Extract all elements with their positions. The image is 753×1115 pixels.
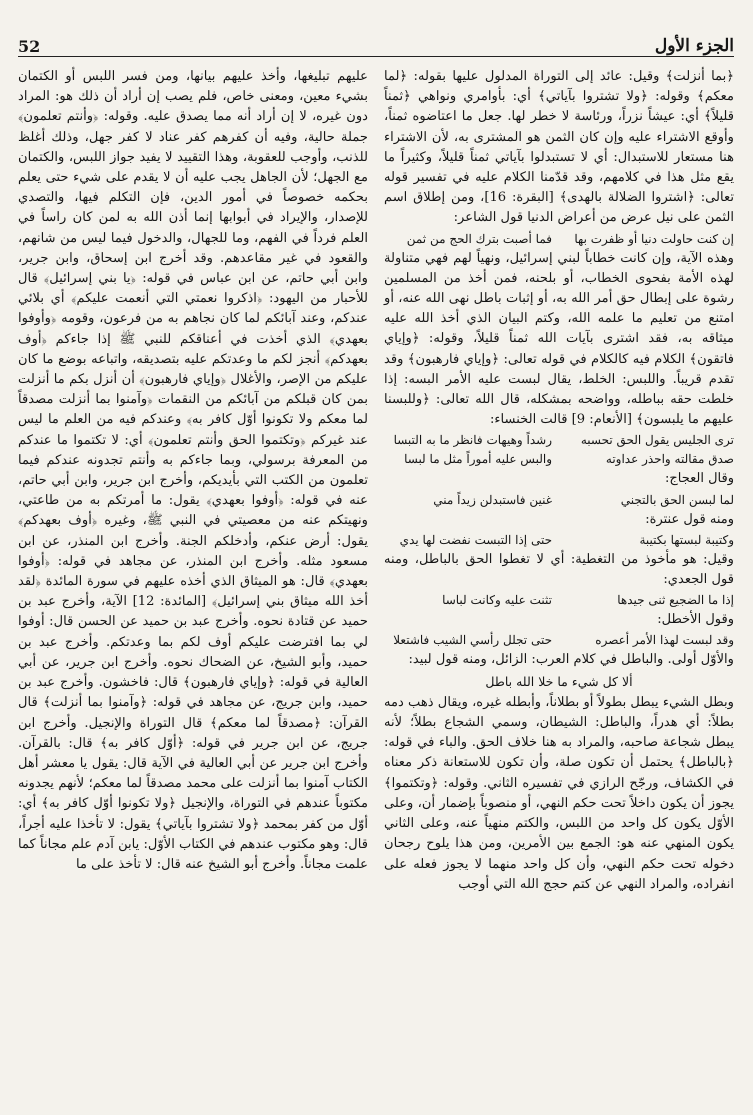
hemistich-second: غنين فاستبدلن زيداً مني — [433, 492, 552, 507]
poem-verse — [384, 450, 734, 469]
text-columns — [18, 67, 734, 896]
hemistich-first: إن كنت حاولت دنيا أو ظفرت بها — [574, 231, 734, 246]
hemistich-first: صدق مقالته واحذر عداوته — [605, 452, 734, 467]
poem-verse — [384, 431, 734, 450]
poet-intro: ومنه قول عنترة: — [645, 511, 734, 527]
paragraph: والأوّل أولى. والباطل في كلام العرب: الزائل، ومنه قول لبيد: — [408, 652, 734, 668]
hemistich-second: تثنت عليه وكانت لباسا — [442, 593, 552, 608]
right-column — [384, 67, 734, 896]
poem-verse — [384, 631, 734, 650]
paragraph: ﴿بما أنزلت﴾ وقيل: عائد إلى التوراة المدلول عليها بقوله: ﴿لما معكم﴾ وقوله: ﴿ولا تشتروا بآياتي﴾ أي: بأوامري ونواهي ﴿ثمناً قليلاً﴾ أي: عيشاً نزراً، ورئاسة لا خطر لها. جعل ما اعتاضوه ثمناً، وأوقع الاشتراء عليه وإن كان الثمن هو المشترى به، لأن الاشتراء هنا مستعار للاستبدال: أي لا تستبدلوا بآياتي ثمناً قليلاً، وكثيراً ما يقع مثل هذا في كلامهم، وقد قدّمنا الكلام عليه في تفسير قوله تعالى: ﴿اشتروا الضلالة بالهدى﴾ [البقرة: 16]، ومن إطلاق اسم الثمن على نيل عرض من أعراض الدنيا قول الشاعر: — [384, 69, 734, 226]
hemistich-first: لما لبسن الحق بالتجني — [620, 492, 734, 507]
hemistich-second: والبس عليه أموراً مثل ما لبسا — [404, 452, 552, 467]
paragraph: وقيل: هو مأخوذ من التغطية: أي لا تغطوا الحق بالباطل، ومنه قول الجعدي: — [384, 551, 734, 588]
poem-verse — [384, 531, 734, 550]
paragraph: عليهم تبليغها، وأخذ عليهم بيانها، ومن فسر اللبس أو الكتمان بشيء معين، ومعنى خاص، فلم يصب إن أراد أن ذلك هو: المراد دون غيره، لا إن أراد أنه مما يصدق عليه. وقوله: ﴿وأنتم تعلمون﴾ جملة حالية، وفيه أن كفرهم كفر عناد لا كفر جهل، وذلك أغلظ للذنب، وأوجب للعقوبة، وهذا التقييد لا يفيد جواز اللبس، والكتمان مع الجهل؛ لأن الجاهل يجب عليه أن لا يقدم على شيء حتى يعلم بحكمه خصوصاً في أمور الدين، فإن التكلم فيها، والتصدي للإصدار، والإيراد في أبوابها إنما أذن الله به لمن كان راساً في العلم فرداً في الفهم، وما للجهال، والدخول فيما ليس من شانهم، والقعود في غير مقاعدهم. وقد أخرج ابن إسحاق، وابن جرير، وابن أبي حاتم، عن ابن عباس في قوله: ﴿يا بني إسرائيل﴾ قال للأحبار من اليهود: ﴿اذكروا نعمتي التي أنعمت عليكم﴾ أي بلائي عندكم، وعند آبائكم لما كان نجاهم به من فرعون، وقومه ﴿وأوفوا بعهدي﴾ الذي أخذت في أعناقكم للنبي ﷺ إذا جاءكم ﴿أوف بعهدكم﴾ أنجز لكم ما وعدتكم عليه بتصديقه، واتباعه بوضع ما كان عليكم من الإصر، والأغلال ﴿وإياي فارهبون﴾ أن أنزل بكم ما أنزلت بمن كان قبلكم من آبائكم من النقمات ﴿وآمنوا بما أنزلت مصدقاً لما معكم ولا تكونوا أوّل كافر به﴾ وعندكم فيه من العلم ما ليس عند غيركم ﴿وتكتموا الحق وأنتم تعلمون﴾ أي: لا تكتموا ما عندكم من المعرفة برسولي، وبما جاءكم به وأنتم تجدونه عندكم فيما تعلمون من الكتب التي بأيديكم، وأخرج ابن جرير، وابن أبي حاتم، عنه في قوله: ﴿أوفوا بعهدي﴾ يقول: ما أمرتكم به من طاعتي، ونهيتكم عنه من معصيتي في النبي ﷺ، وغيره ﴿أوف بعهدكم﴾ يقول: أرض عنكم، وأدخلكم الجنة. وأخرج ابن المنذر، عن ابن مسعود مثله. وأخرج ابن المنذر، عن مجاهد في قوله: ﴿أوفوا بعهدي﴾ قال: هو الميثاق الذي أخذه عليهم في سورة المائدة ﴿لقد أخذ الله ميثاق بني إسرائيل﴾ [المائدة: 12] الآية، وأخرج عبد بن حميد عن قتادة نحوه. وأخرج عبد بن حميد عن الحسن قال: أوفوا لي بما افترضت عليكم أوف لكم بما وعدتكم. وأخرج عبد بن حميد، وأبو الشيخ، عن الضحاك نحوه. وأخرج ابن جرير، عن أبي العالية في قوله: ﴿وإياي فارهبون﴾ قال: فاخشون. وأخرج عبد بن حميد، وابن جريج، عن مجاهد في قوله: ﴿وآمنوا بما أنزلت﴾ قال القرآن: ﴿مصدقاً لما معكم﴾ قال التوراة والإنجيل. وأخرج ابن جريج، عن ابن جرير في قوله: ﴿أوّل كافر به﴾ قال: بالقرآن. وأخرج ابن جرير عن أبي العالية في الآية قال: يقول يا معشر أهل الكتاب آمنوا بما أنزلت على محمد مصدقاً لما معكم؛ لأنهم يجدونه مكتوباً عندهم في التوراة، والإنجيل ﴿ولا تكونوا أوّل كافر به﴾ أي: أوّل من كفر بمحمد ﴿ولا تشتروا بآياتي﴾ يقول: لا تأخذا عليه أجراً، قال: وهو مكتوب عندهم في الكتاب الأوّل: يابن آدم علم مجاناً كما علمت مجاناً. وأخرج أبو الشيخ عنه قال: لا تأخذ على ما — [18, 69, 368, 872]
poem-verse — [384, 491, 734, 510]
poet-intro: وقول الأخطل: — [657, 612, 734, 628]
hemistich-second: حتى تجلل رأسي الشيب فاشتعلا — [393, 633, 552, 648]
book-page — [18, 30, 734, 1100]
left-column — [18, 67, 368, 896]
paragraph: وهذه الآية، وإن كانت خطاباً لبني إسرائيل، ونهياً لهم فهي متناولة لهذه الأمة بفحوى الخطاب، أو بلحنه، فمن أخذ من المسلمين رشوة على إبطال حق أمر الله به، أو إثبات باطل نهى الله عنه، أو امتنع من تعليم ما علمه الله، وكتم البيان الذي أخذ الله عليه ميثاقه به، فقد اشترى بآيات الله ثمناً قليلاً، وقوله: ﴿وإياي فاتقون﴾ الكلام فيه كالكلام في قوله تعالى: ﴿وإياي فارهبون﴾ وقد تقدم قريباً. واللبس: الخلط، يقال لبست عليه الأمر البسه: إذا خلطت حقه بباطله، وواضحه بمشكله، قال الله تعالى: ﴿وللبسنا عليهم ما يلبسون﴾ [الأنعام: 9] قالت الخنساء: — [384, 250, 734, 428]
poem-verse-single: ألا كل شيء ما خلا الله باطل — [485, 673, 633, 689]
hemistich-second: رشداً وهيهات فانظر ما به التبسا — [393, 433, 552, 448]
part-title: الجزء الأول — [654, 36, 734, 56]
page-number: 52 — [18, 37, 41, 56]
hemistich-first: وكتيبة لبستها بكتيبة — [639, 532, 734, 547]
poem-verse — [384, 591, 734, 610]
paragraph: وبطل الشيء يبطل بطولاً أو بطلاناً، وأبطله غيره، ويقال ذهب دمه بطلاً: أي هدراً، والباطل: الشيطان، وسمي الشجاع بطلاً؛ لأنه يبطل شجاعة صاحبه، والمراد به هنا خلاف الحق. والباء في قوله: ﴿بالباطل﴾ يحتمل أن تكون صلة، وأن تكون للاستعانة ذكر معناه في الكشاف، ورجّح الرازي في تفسيره الثاني. وقوله: ﴿وتكتموا﴾ يجوز أن يكون داخلاً تحت حكم النهي، أو منصوباً بإضمار أن، وعلى الأوّل يكون كل واحد من اللبس، والكتم منهياً عنه، وعلى الثاني يكون المنهي عنه هو: الجمع بين الأمرين، ومن هذا يلوح رجحان دخوله تحت حكم النهي، وأن كل واحد منهما لا يجوز فعله على انفراده، والمراد النهي عن كتم حجج الله التي أوجب — [384, 694, 734, 892]
running-header — [18, 30, 734, 57]
hemistich-first: إذا ما الضجيع ثنى جيدها — [617, 593, 734, 608]
hemistich-second: حتى إذا التبست نفضت لها يدي — [399, 532, 552, 547]
poem-verse — [384, 230, 734, 249]
hemistich-first: ترى الجليس يقول الحق تحسبه — [580, 433, 734, 448]
hemistich-second: فما أصبت بترك الحج من ثمن — [406, 231, 552, 246]
hemistich-first: وقد لبست لهذا الأمر أعصره — [595, 633, 734, 648]
poet-intro: وقال العجاج: — [665, 471, 734, 487]
